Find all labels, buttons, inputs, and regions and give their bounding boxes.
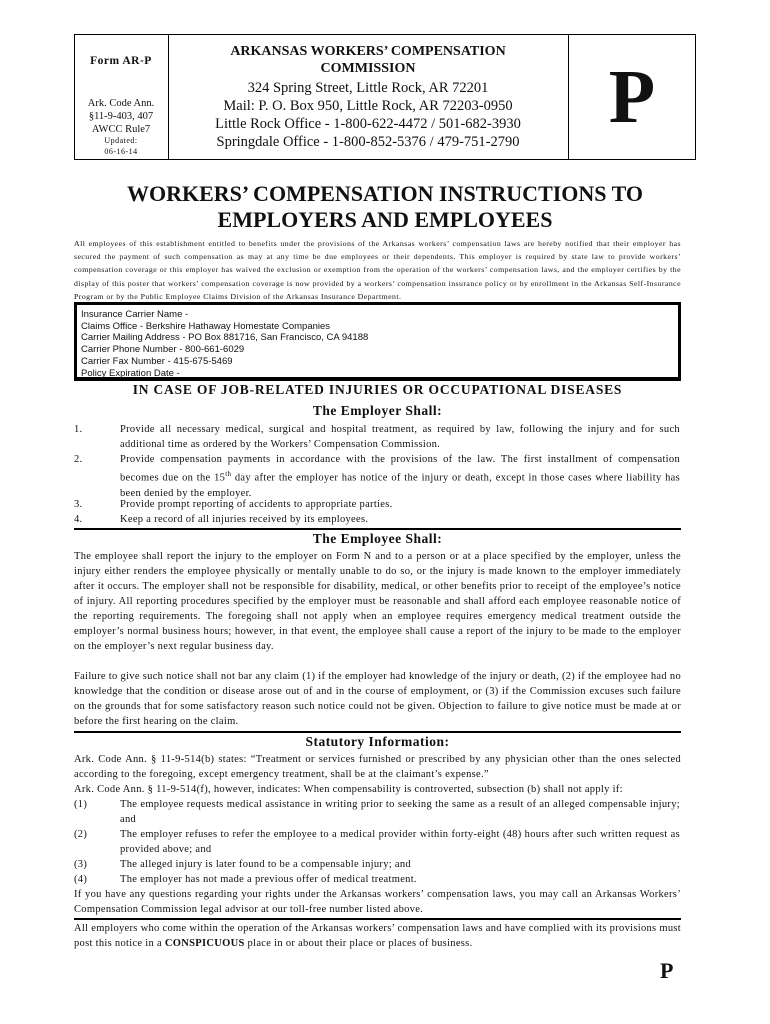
statute-quote: Ark. Code Ann. § 11-9-514(b) states: “Treatment or services furnished or prescribed by any physician other than the ones selected according to the foregoing, except emergency treatment, shall be at the claimant’s expense.” [74,754,681,780]
superscript: th [225,470,232,478]
list-item [74,452,681,497]
section-divider [74,528,681,530]
employee-heading: The Employee Shall: [312,531,443,546]
intro-paragraph: All employees of this establishment entitled to benefits under the provisions of the Arkansas workers’ compensation laws are hereby notified that their employer has secured the payment of such compensation as may at any time be due employees or their dependents. This employer is required by state law to provide workers’ compensation coverage or this employer has waived the exclusion or exemption from the operation of the workers’ compensation laws, and the employer certifies by the display of this poster that workers’ compensation coverage is now provided by a workers’ compensation insurance policy or by enrollment in the Arkansas Self-Insurance Program or by the Public Employee Claims Division of the Arkansas Insurance Department. [74,239,681,301]
street-address: 324 Spring Street, Little Rock, AR 72201 [247,80,489,96]
statute-line: §11-9-403, 407 [88,111,154,122]
section-divider [74,918,681,920]
list-item [74,497,681,512]
conspicuous-emphasis: CONSPICUOUS [164,938,245,949]
list-item [74,797,681,827]
list-text-part: Provide compensation payments in accordance with the provisions of the law. The first installment of compensation becomes due on the 15 [120,454,680,484]
list-number: 2. [74,454,83,465]
carrier-name: Insurance Carrier Name - [81,309,189,320]
list-item [74,872,681,887]
closing-paragraph: If you have any questions regarding your rights under the Arkansas workers’ compensation laws, you may call an Arkansas Workers’ Compensation Commission legal advisor at our toll-free number listed above. [74,889,681,915]
list-text: The alleged injury is later found to be a compensable injury; and [120,859,411,870]
list-item [74,857,681,872]
list-text: Provide all necessary medical, surgical and hospital treatment, as required by law, following the injury and for such additional time as ordered by the Workers’ Compensation Commission. [120,424,680,450]
list-item [74,422,681,452]
agency-cell [169,35,569,159]
list-number: (4) [74,874,88,885]
statute-exception: Ark. Code Ann. § 11-9-514(f), however, indicates: When compensability is controverted, subsection (b) shall not apply if: [74,784,623,795]
updated-date [75,135,167,157]
updated-value: 06-16-14 [104,147,138,156]
carrier-phone: Carrier Phone Number - 800-661-6029 [81,344,245,356]
policy-expiration: Policy Expiration Date - [81,367,180,379]
statute-reference [75,97,167,136]
agency-name-line: ARKANSAS WORKERS’ COMPENSATION [230,44,506,59]
list-number: (3) [74,859,88,870]
employee-paragraph: The employee shall report the injury to the employer on Form N and to a person or at a place specified by the employer, unless the injury either renders the employee physically or mentally unable to do so, or the injury is made known to the employer immediately after it occurs. The employer shall not be responsible for disability, medical, or other benefits prior to receipt of the employee’s notice of injury. All reporting procedures specified by the employer must be reasonable and shall afford each employee reasonable notice of the reporting requirements. The foregoing shall not apply when an employee requires emergency medical treatment outside the employer’s normal business hours; however, in that event, the employee shall cause a report of the injury to be made to the employer on the employer’s next regular business day. [74,551,681,652]
list-text-part: day after the employer has notice of the injury or death, except in those cases where liability has been denied by the employer. [120,472,680,499]
title-line: WORKERS’ COMPENSATION INSTRUCTIONS TO [126,181,644,206]
employer-heading: The Employer Shall: [312,403,443,418]
updated-label: Updated: [104,136,138,145]
section-divider [74,731,681,733]
posting-notice-text: place in or about their place or places of business. [244,938,473,949]
list-item [74,827,681,857]
list-item [74,512,681,527]
list-number: (2) [74,829,88,840]
form-label: Form AR-P [90,55,152,67]
list-number: (1) [74,799,88,810]
poster-letter: P [608,55,656,139]
carrier-info-box [74,302,681,380]
notice-paragraph: Failure to give such notice shall not bar any claim (1) if the employer had knowledge of the injury or death, (2) if the employee had no knowledge that the condition or disease arose out of and in the course of employment, or (3) if the Commission excuses such failure on the grounds that for some satisfactory reason such notice could not be given. Objection to failure to give notice must be made at or before the first hearing on the claim. [74,671,681,727]
list-text: The employer has not made a previous offer of medical treatment. [120,874,417,885]
list-text: Provide prompt reporting of accidents to appropriate parties. [120,499,393,510]
statute-line: AWCC Rule7 [91,124,151,135]
claims-office: Claims Office - Berkshire Hathaway Homestate Companies [81,320,331,332]
statutory-heading: Statutory Information: [305,734,450,749]
list-text: Keep a record of all injuries received by its employees. [120,514,369,525]
statute-line: Ark. Code Ann. [87,98,155,109]
list-text [120,452,680,501]
list-number: 3. [74,499,83,510]
footer-poster-letter: P [660,958,674,983]
page-title [40,181,730,233]
form-info-cell [75,35,169,159]
list-number: 4. [74,514,83,525]
little-rock-office: Little Rock Office - 1-800-622-4472 / 501-682-3930 [215,116,521,132]
agency-name [169,43,567,77]
list-text: The employer refuses to refer the employee to a medical provider within forty-eight (48) hours after such written request as provided above; and [120,829,680,855]
carrier-fax: Carrier Fax Number - 415-675-5469 [81,355,233,367]
springdale-office: Springdale Office - 1-800-852-5376 / 479-751-2790 [216,134,520,150]
agency-name-line: COMMISSION [320,61,416,76]
carrier-mailing-address: Carrier Mailing Address - PO Box 881716, San Francisco, CA 94188 [81,332,369,344]
list-number: 1. [74,424,83,435]
posting-notice [74,921,681,951]
posting-notice-text: All employers who come within the operation of the Arkansas workers’ compensation laws and have complied with its provisions must post this notice in a [74,923,681,949]
header-box [74,34,696,160]
agency-contact [169,79,567,151]
mail-address: Mail: P. O. Box 950, Little Rock, AR 72203-0950 [223,98,513,114]
case-heading: IN CASE OF JOB-RELATED INJURIES OR OCCUPATIONAL DISEASES [74,380,681,399]
list-text: The employee requests medical assistance in writing prior to seeking the same as a result of an alleged compensable injury; and [120,799,680,825]
title-line: EMPLOYERS AND EMPLOYEES [217,207,553,232]
